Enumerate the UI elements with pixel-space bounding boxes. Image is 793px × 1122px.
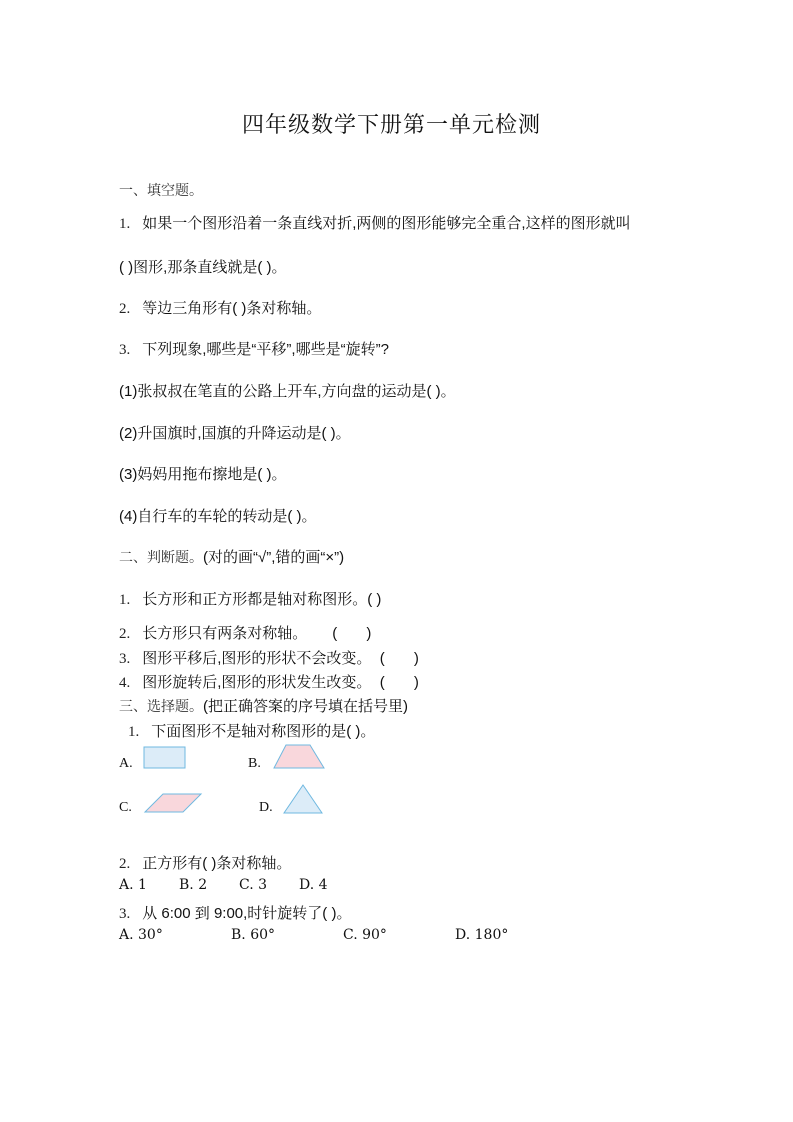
tf-question-1 [119, 588, 381, 609]
question-text: 从 6:00 到 9:00,时针旋转了( )。 [142, 905, 352, 922]
question-number: 2. [119, 856, 131, 872]
trapezoid-shape [272, 744, 326, 770]
question-text: 长方形只有两条对称轴。 ( ) [142, 625, 372, 642]
option-c-label: C. [119, 800, 132, 815]
question-2 [119, 297, 321, 318]
page-title: 四年级数学下册第一单元检测 [242, 113, 542, 138]
question-number: 3. [119, 906, 131, 922]
option: D. 4 [299, 877, 328, 893]
triangle-shape [282, 783, 324, 815]
option-a-label: A. [119, 756, 133, 771]
option-d-label: D. [259, 800, 273, 815]
tf-question-4 [119, 671, 419, 692]
mc-question-2-options [119, 877, 328, 893]
question-number: 1. [119, 216, 131, 232]
section-heading-label: 二、判断题。 [119, 550, 203, 566]
option: C. 3 [239, 877, 268, 893]
option: A. 1 [119, 877, 147, 893]
question-number: 4. [119, 675, 131, 691]
question-text: 正方形有( )条对称轴。 [142, 855, 292, 872]
question-number: 2. [119, 626, 131, 642]
section-heading-multiple-choice [119, 695, 408, 716]
tf-question-3 [119, 647, 419, 668]
mc-question-2 [119, 852, 291, 873]
mc-question-3-options [119, 927, 509, 943]
question-text: 图形旋转后,图形的形状发生改变。 ( ) [142, 674, 419, 691]
mc-question-1 [128, 720, 375, 741]
option: C. 90° [343, 927, 387, 943]
section-heading-fill-blank: 一、填空题。 [119, 183, 203, 199]
mc-question-3 [119, 902, 351, 923]
question-text: 等边三角形有( )条对称轴。 [142, 300, 322, 317]
option: B. 60° [231, 927, 276, 943]
question-number: 1. [119, 592, 131, 608]
question-3 [119, 338, 389, 359]
option: B. 2 [179, 877, 208, 893]
sub-question-3: (3)妈妈用拖布擦地是( )。 [119, 466, 287, 483]
question-text: 长方形和正方形都是轴对称图形。( ) [142, 591, 382, 608]
question-1-continued: ( )图形,那条直线就是( )。 [119, 259, 287, 276]
sub-question-1: (1)张叔叔在笔直的公路上开车,方向盘的运动是( )。 [119, 383, 456, 400]
section-heading-label: 三、选择题。 [119, 699, 203, 715]
section-heading-true-false [119, 546, 344, 567]
question-text: 下面图形不是轴对称图形的是( )。 [151, 723, 376, 740]
question-number: 3. [119, 342, 131, 358]
question-1 [119, 212, 631, 233]
sub-question-4: (4)自行车的车轮的转动是( )。 [119, 508, 317, 525]
question-text: 图形平移后,图形的形状不会改变。 ( ) [142, 650, 419, 667]
question-text: 下列现象,哪些是“平移”,哪些是“旋转”? [142, 341, 389, 358]
question-number: 1. [128, 724, 140, 740]
tf-question-2 [119, 622, 371, 643]
section-heading-instruction: (把正确答案的序号填在括号里) [203, 698, 408, 715]
question-number: 3. [119, 651, 131, 667]
option: D. 180° [455, 927, 509, 943]
option: A. 30° [119, 927, 163, 943]
question-text: 如果一个图形沿着一条直线对折,两侧的图形能够完全重合,这样的图形就叫 [142, 215, 631, 232]
sub-question-2: (2)升国旗时,国旗的升降运动是( )。 [119, 425, 351, 442]
option-b-label: B. [248, 756, 261, 771]
rectangle-shape [143, 746, 187, 770]
question-number: 2. [119, 301, 131, 317]
section-heading-instruction: (对的画“√”,错的画“×”) [203, 549, 345, 566]
parallelogram-shape [143, 792, 203, 814]
